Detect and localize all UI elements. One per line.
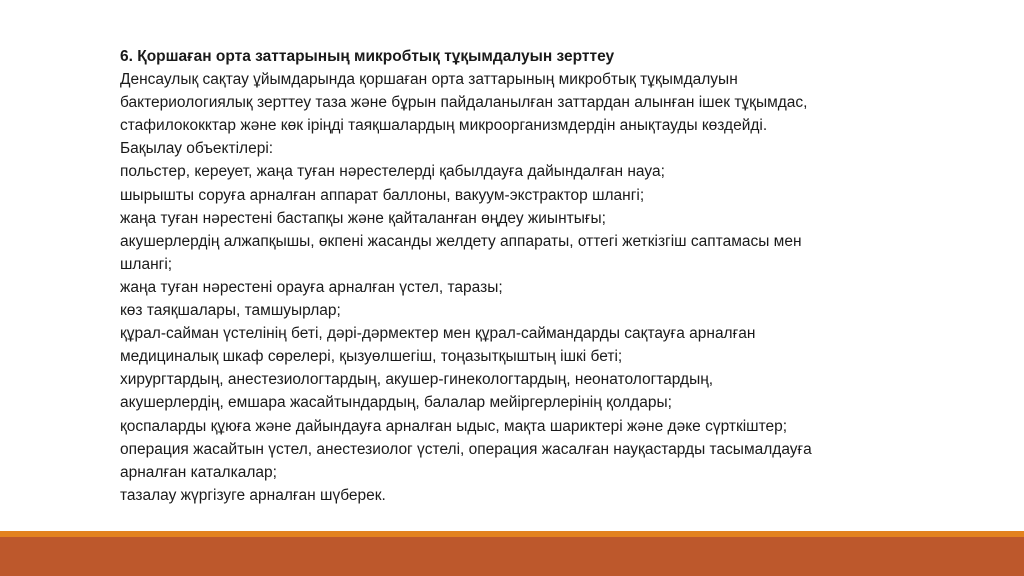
- text-line: стафилококктар және көк іріңді таяқшалардың микроорганизмдердін анықтауды көздейді.: [120, 117, 768, 135]
- text-line: акушерлердің алжапқышы, өкпені жасанды желдету аппараты, оттегі жеткізгіш саптамасы мен: [120, 232, 802, 250]
- text-line: көз таяқшалары, тамшуырлар;: [120, 302, 341, 320]
- text-line: польстер, кереует, жаңа туған нәрестелерді қабылдауға дайындалған науа;: [120, 163, 665, 181]
- text-line: операция жасайтын үстел, анестезиолог үстелі, операция жасалған науқастарды тасымалдауға: [120, 440, 812, 458]
- text-line: бактериологиялық зерттеу таза және бұрын пайдаланылған заттардан алынған ішек тұқымдас,: [120, 94, 808, 112]
- slide-body: [120, 45, 920, 507]
- text-line: құрал-сайман үстелінің беті, дәрі-дәрмектер мен құрал-саймандарды сақтауға арналған: [120, 325, 756, 343]
- text-line: шырышты соруға арналған аппарат баллоны, вакуум-экстрактор шлангі;: [120, 186, 645, 204]
- text-line: арналған каталкалар;: [120, 463, 277, 481]
- text-line: қоспаларды құюға және дайындауға арналған ыдыс, мақта шариктері және дәке сүрткіштер;: [120, 417, 788, 435]
- text-line: жаңа туған нәрестені бастапқы және қайталанған өңдеу жиынтығы;: [120, 209, 606, 227]
- text-line: Бақылау объектілері:: [120, 140, 274, 158]
- text-line: Денсаулық сақтау ұйымдарында қоршаған орта заттарының микробтық тұқымдалуын: [120, 71, 738, 89]
- text-line: тазалау жүргізуге арналған шүберек.: [120, 486, 386, 504]
- text-line: медициналық шкаф сөрелері, қызуөлшегіш, тоңазытқыштың ішкі беті;: [120, 348, 623, 366]
- slide-title: 6. Қоршаған орта заттарының микробтық тұқымдалуын зерттеу: [120, 48, 615, 65]
- footer-bar: [0, 537, 1024, 576]
- text-line: акушерлердің, емшара жасайтындардың, балалар мейіргерлерінің қолдары;: [120, 394, 672, 412]
- text-line: жаңа туған нәрестені орауға арналған үстел, таразы;: [120, 278, 503, 296]
- text-line: хирургтардың, анестезиологтардың, акушер-гинекологтардың, неонатологтардың,: [120, 371, 714, 389]
- text-line: шлангі;: [120, 255, 173, 273]
